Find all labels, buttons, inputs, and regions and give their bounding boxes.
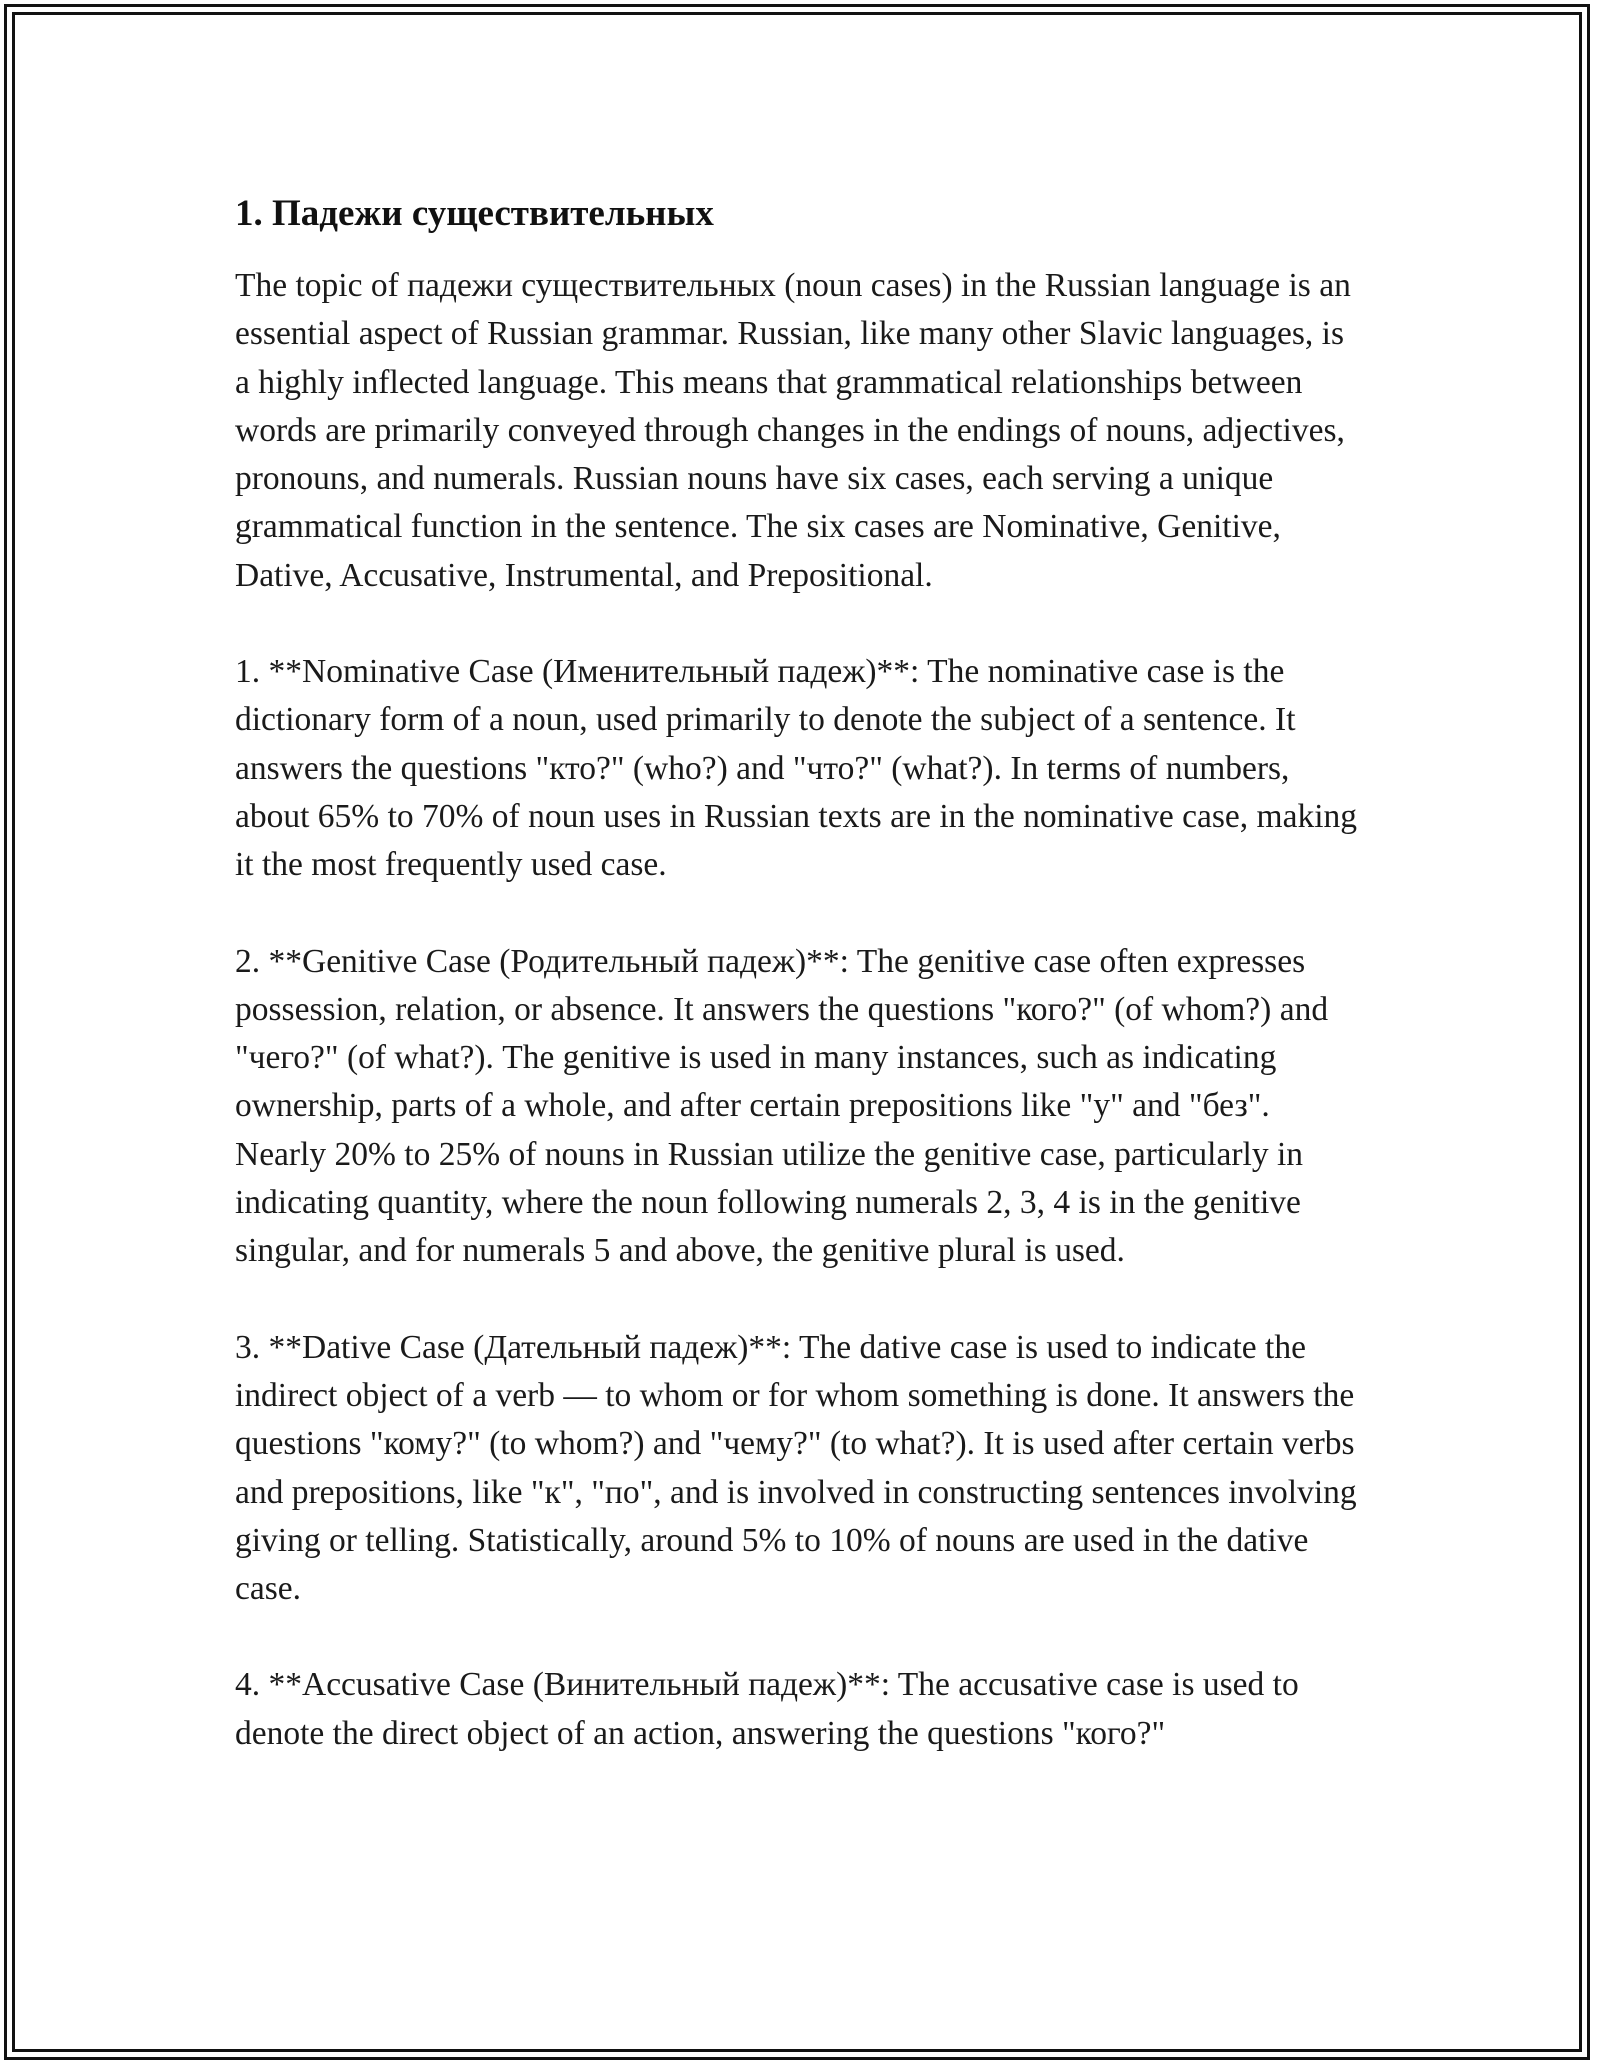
section-title: 1. Падежи существительных xyxy=(235,193,714,234)
dative-paragraph: 3. **Dative Case (Дательный падеж)**: The dative case is used to indicate the indirect object of a verb — to whom or for whom something is done. It answers the questions "кому?" (to whom?) and "чему?" (to what?). It is used after certain verbs and prepositions, like "к", "по", and is involved in constructing sentences involving giving or telling. Statistically, around 5% to 10% of nouns are used in the dative case. xyxy=(235,1328,1357,1608)
genitive-paragraph: 2. **Genitive Case (Родительный падеж)**: The genitive case often expresses possession, relation, or absence. It answers the questions "кого?" (of whom?) and "чего?" (of what?). The genitive is used in many instances, such as indicating ownership, parts of a whole, and after certain prepositions like "у" and "без". Nearly 20% to 25% of nouns in Russian utilize the genitive case, particularly in indicating quantity, where the noun following numerals 2, 3, 4 is in the genitive singular, and for numerals 5 and above, the genitive plural is used. xyxy=(235,942,1329,1270)
document-body xyxy=(235,190,1365,1806)
nominative-paragraph: 1. **Nominative Case (Именительный падеж)**: The nominative case is the dictionary form of a noun, used primarily to denote the subject of a sentence. It answers the questions "кто?" (who?) and "что?" (what?). In terms of numbers, about 65% to 70% of noun uses in Russian texts are in the nominative case, making it the most frequently used case. xyxy=(235,653,1358,884)
intro-paragraph: The topic of падежи существительных (noun cases) in the Russian language is an essential aspect of Russian grammar. Russian, like many other Slavic languages, is a highly inflected language. This means that grammatical relationships between words are primarily conveyed through changes in the endings of nouns, adjectives, pronouns, and numerals. Russian nouns have six cases, each serving a unique grammatical function in the sentence. The six cases are Nominative, Genitive, Dative, Accusative, Instrumental, and Prepositional. xyxy=(235,267,1351,594)
accusative-paragraph: 4. **Accusative Case (Винительный падеж)**: The accusative case is used to denote the direct object of an action, answering the questions "кого?" xyxy=(235,1666,1299,1752)
